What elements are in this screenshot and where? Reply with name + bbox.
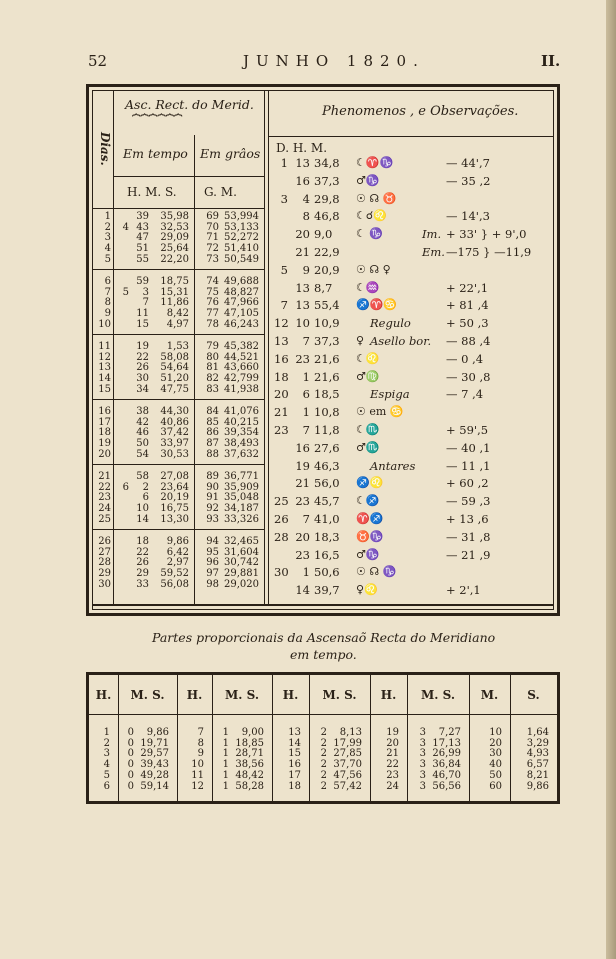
phenomenon-sym: ☉ ☊ ♉ bbox=[356, 191, 397, 205]
phenomenon-m: 34,8 bbox=[314, 156, 340, 170]
proportional-title-2: em tempo. bbox=[290, 647, 357, 662]
phenomenon-m: 18,3 bbox=[314, 529, 340, 544]
phenomenon-sym: ♈♐ bbox=[356, 512, 384, 525]
phenomenon-val: —175 } —11,9 bbox=[446, 245, 532, 259]
phenomenon-d: 20 bbox=[274, 387, 289, 402]
proportional-cells: 0 9,86 0 19,71 0 29,57 0 39,43 0 49,28 0 59,14 bbox=[127, 727, 169, 792]
phen-header-rule bbox=[269, 136, 554, 137]
asc-s-cells: 44,30 40,86 37,42 33,97 30,53 bbox=[160, 406, 189, 460]
phenomenon-h: 7 bbox=[302, 423, 310, 437]
dias-column-rule bbox=[113, 91, 114, 605]
phenomenon-h: 9 bbox=[302, 262, 310, 277]
phenomenon-m: 41,0 bbox=[314, 512, 340, 526]
phenomenon-d: 23 bbox=[274, 423, 289, 437]
phenomenon-note: Antares bbox=[370, 458, 416, 473]
asc-g-cells: 94 95 96 97 98 bbox=[206, 536, 219, 590]
phenomenon-val: + 13 ,6 bbox=[446, 512, 489, 526]
phenomenon-m: 18,5 bbox=[314, 387, 340, 402]
phenomenon-d: 7 bbox=[280, 298, 288, 313]
hms-header: H. M. S. bbox=[127, 185, 177, 199]
phenomenon-sym: ☾☌♌ bbox=[356, 209, 387, 223]
phenomenon-d: 18 bbox=[274, 369, 289, 384]
proportional-header: M. S. bbox=[130, 688, 165, 702]
phenomenon-h: 7 bbox=[302, 334, 310, 348]
gm-header: G. M. bbox=[204, 185, 237, 199]
dhm-header: D. H. M. bbox=[276, 141, 328, 155]
phenomenon-h: 21 bbox=[295, 476, 310, 491]
em-tempo-header: Em tempo bbox=[123, 146, 188, 161]
phenomenon-m: 37,3 bbox=[314, 334, 340, 348]
asc-s-cells: 27,08 23,64 20,19 16,75 13,30 bbox=[160, 471, 189, 525]
phenomenon-h: 1 bbox=[302, 405, 310, 420]
phenomenon-val: + 59',5 bbox=[446, 423, 489, 437]
proportional-cells: 3 7,27 3 17,13 3 26,99 3 36,84 3 46,70 3 56,56 bbox=[419, 727, 461, 792]
phenomenon-sym: ♀♌ bbox=[356, 583, 378, 597]
asc-g-cells: 79 80 81 82 83 bbox=[206, 341, 219, 395]
phenomenon-m: 56,0 bbox=[314, 476, 340, 491]
proportional-header: M. S. bbox=[420, 688, 456, 702]
phenomenon-sym: ☾♒ bbox=[356, 280, 380, 294]
phenomenon-sym: ☾♐ bbox=[356, 494, 380, 508]
phenomenon-sym: ☾♌ bbox=[356, 351, 380, 365]
phenomenon-note: Im. bbox=[422, 227, 442, 242]
phenomenon-note: Asello bor. bbox=[370, 334, 432, 348]
asc-gm-cells: 49,688 48,827 47,966 47,105 46,243 bbox=[224, 276, 259, 330]
phenomenon-d: 21 bbox=[274, 405, 289, 420]
proportional-header: H. bbox=[282, 688, 299, 702]
phenomenon-h: 23 bbox=[295, 494, 310, 509]
phenomenon-m: 10,9 bbox=[314, 316, 340, 331]
phenomenon-m: 55,4 bbox=[314, 298, 340, 313]
phenomenon-sym: ♂♏ bbox=[356, 440, 380, 454]
phenomenon-val: — 7 ,4 bbox=[446, 387, 484, 402]
phenomenon-sym: ☾♈♑ bbox=[356, 156, 394, 169]
proportional-header: M. bbox=[480, 688, 499, 702]
phenomenon-m: 8,7 bbox=[314, 280, 333, 295]
phenomenon-sym: ☾♏ bbox=[356, 423, 380, 436]
phenomenon-m: 50,6 bbox=[314, 565, 340, 580]
asc-dias-cells: 16 17 18 19 20 bbox=[98, 406, 111, 460]
phenomenon-m: 46,3 bbox=[314, 458, 340, 473]
phenomenon-val: — 44',7 bbox=[446, 156, 490, 170]
asc-s-cells: 9,86 6,42 2,97 59,52 56,08 bbox=[160, 536, 189, 590]
asc-gm-cells: 36,771 35,909 35,048 34,187 33,326 bbox=[224, 471, 259, 525]
proportional-header: M. S. bbox=[322, 688, 357, 702]
phenomenon-h: 23 bbox=[295, 547, 310, 562]
asc-h-cells: 5 bbox=[122, 286, 129, 298]
phenomenon-d: 5 bbox=[280, 262, 288, 277]
phenomenon-h: 19 bbox=[295, 458, 310, 473]
phenomenon-m: 27,6 bbox=[314, 440, 340, 455]
asc-dias-cells: 21 22 23 24 25 bbox=[98, 471, 111, 525]
phenomenon-sym: ☉ ☊ ♑ bbox=[356, 565, 397, 579]
phenomenon-m: 16,5 bbox=[314, 547, 340, 562]
phenomenon-val: + 33' } + 9',0 bbox=[446, 227, 527, 242]
phenomenon-sym: ☾ ♑ bbox=[356, 227, 384, 241]
asc-dias-cells: 11 12 13 14 15 bbox=[98, 341, 111, 395]
asc-h-cells: 6 bbox=[122, 481, 129, 493]
proportional-header: H. bbox=[186, 688, 203, 702]
header-rule bbox=[93, 208, 264, 209]
phenomenon-val: + 81 ,4 bbox=[446, 298, 489, 313]
phenomenon-d: 28 bbox=[274, 529, 289, 544]
phenomenon-h: 1 bbox=[302, 369, 310, 384]
phenomenon-m: 37,3 bbox=[314, 173, 340, 188]
phenomenon-val: — 11 ,1 bbox=[446, 458, 491, 473]
asc-phen-rule bbox=[264, 91, 265, 605]
phenomenon-val: — 40 ,1 bbox=[446, 440, 491, 455]
proportional-cells: 1 2 3 4 5 6 bbox=[103, 727, 110, 792]
phenomenon-d: 12 bbox=[274, 316, 289, 331]
proportional-cells: 2 8,13 2 17,99 2 27,85 2 37,70 2 47,56 2 57,42 bbox=[320, 727, 362, 792]
asc-g-cells: 74 75 76 77 78 bbox=[206, 276, 219, 330]
phenomenon-d: 25 bbox=[274, 494, 289, 509]
running-title: JUNHO 1820. bbox=[243, 52, 425, 70]
phenomenon-sym: ☉ em ♋ bbox=[356, 405, 404, 419]
phenomenon-m: 11,8 bbox=[314, 423, 340, 437]
asc-gm-cells: 41,076 40,215 39,354 38,493 37,632 bbox=[224, 406, 259, 460]
asc-g-cells: 69 70 71 72 73 bbox=[206, 211, 219, 265]
phenomenon-val: — 31 ,8 bbox=[446, 529, 491, 544]
proportional-header: H. bbox=[95, 688, 112, 702]
asc-m-cells: 18 22 26 29 33 bbox=[136, 536, 149, 590]
asc-s-cells: 18,75 15,31 11,86 8,42 4,97 bbox=[160, 276, 189, 330]
asc-m-cells: 59 3 7 11 15 bbox=[136, 276, 149, 330]
phenomenon-d: 26 bbox=[274, 512, 289, 526]
asc-gm-cells: 32,465 31,604 30,742 29,881 29,020 bbox=[224, 536, 259, 590]
asc-dias-cells: 1 2 3 4 5 bbox=[104, 211, 111, 265]
phenomenon-m: 21,6 bbox=[314, 369, 340, 384]
asc-h-cells: 4 bbox=[122, 221, 129, 233]
block-rule bbox=[93, 399, 264, 400]
tempo-graos-rule bbox=[194, 135, 195, 605]
phenomenon-val: — 59 ,3 bbox=[446, 494, 491, 509]
phenomenon-sym: ♐♈♋ bbox=[356, 298, 398, 312]
asc-m-cells: 38 42 46 50 54 bbox=[136, 406, 149, 460]
phenomenon-val: — 30 ,8 bbox=[446, 369, 491, 384]
phenomenon-h: 14 bbox=[295, 583, 310, 598]
phenomenon-m: 22,9 bbox=[314, 245, 340, 259]
phenomenon-note: Regulo bbox=[370, 316, 411, 331]
phenomenon-m: 46,8 bbox=[314, 209, 340, 224]
phenomenon-row bbox=[274, 583, 554, 603]
dias-header: Dias. bbox=[98, 132, 112, 166]
phenomenon-val: + 50 ,3 bbox=[446, 316, 489, 331]
proportional-title: Partes proporcionais da Ascensaõ Recta do Meridiano bbox=[152, 630, 496, 645]
phenomena-title: Phenomenos , e Observações. bbox=[322, 104, 519, 119]
proportional-cells: 1,64 3,29 4,93 6,57 8,21 9,86 bbox=[526, 727, 549, 792]
block-rule bbox=[93, 464, 264, 465]
phenomenon-h: 7 bbox=[302, 512, 310, 526]
phenomenon-val: — 21 ,9 bbox=[446, 547, 491, 562]
asc-g-cells: 89 90 91 92 93 bbox=[206, 471, 219, 525]
phenomenon-h: 20 bbox=[295, 227, 310, 242]
phenomenon-val: — 0 ,4 bbox=[446, 351, 484, 366]
phenomenon-val: + 60 ,2 bbox=[446, 476, 489, 491]
phenomenon-d: 13 bbox=[274, 334, 289, 348]
phenomenon-val: — 88 ,4 bbox=[446, 334, 491, 348]
page-gutter bbox=[606, 0, 616, 959]
phenomenon-d: 30 bbox=[274, 565, 289, 580]
brace: ⏞⏞⏞⏞⏞⏞ bbox=[132, 114, 183, 130]
page-number: 52 bbox=[88, 52, 108, 70]
asc-dias-cells: 26 27 28 29 30 bbox=[98, 536, 111, 590]
table-bottom-rule bbox=[93, 604, 554, 606]
phenomenon-val: — 35 ,2 bbox=[446, 173, 491, 188]
em-graos-header: Em grâos bbox=[200, 146, 261, 161]
phenomenon-d: 3 bbox=[280, 191, 288, 206]
phenomenon-d: 1 bbox=[280, 156, 288, 170]
phenomenon-h: 6 bbox=[302, 387, 310, 402]
asc-g-cells: 84 85 86 87 88 bbox=[206, 406, 219, 460]
phenomenon-h: 13 bbox=[295, 280, 310, 295]
phenomenon-sym: ♂♑ bbox=[356, 547, 380, 561]
asc-rect-title: Asc. Rect. do Merid. bbox=[125, 97, 254, 112]
phenomenon-val: + 2',1 bbox=[446, 583, 481, 598]
phenomenon-h: 23 bbox=[295, 351, 310, 366]
phenomenon-val: — 14',3 bbox=[446, 209, 490, 224]
phenomenon-h: 13 bbox=[295, 156, 310, 170]
asc-m-cells: 19 22 26 30 34 bbox=[136, 341, 149, 395]
phenomenon-m: 39,7 bbox=[314, 583, 340, 598]
phenomenon-val: + 22',1 bbox=[446, 280, 489, 295]
phenomenon-h: 4 bbox=[302, 191, 310, 206]
proportional-cells: 7 8 9 10 11 12 bbox=[191, 727, 204, 792]
asc-phen-rule-2 bbox=[268, 91, 269, 605]
proportional-cells: 19 20 21 22 23 24 bbox=[386, 727, 399, 792]
block-rule bbox=[93, 334, 264, 335]
asc-m-cells: 58 2 6 10 14 bbox=[136, 471, 149, 525]
phenomenon-sym: ☉ ☊ ♀ bbox=[356, 262, 391, 276]
proportional-cells: 13 14 15 16 17 18 bbox=[288, 727, 301, 792]
phenomenon-sym: ♂♑ bbox=[356, 173, 380, 187]
phenomenon-h: 16 bbox=[295, 173, 310, 188]
proportional-header: M. S. bbox=[224, 688, 260, 702]
block-rule bbox=[93, 269, 264, 270]
asc-gm-cells: 53,994 53,133 52,272 51,410 50,549 bbox=[224, 211, 259, 265]
block-rule bbox=[93, 529, 264, 530]
phenomenon-sym: ♀ bbox=[356, 334, 365, 347]
section-number: II. bbox=[541, 52, 561, 70]
phenomenon-m: 10,8 bbox=[314, 405, 340, 420]
phenomenon-note: Espiga bbox=[370, 387, 410, 402]
proportional-header-rule bbox=[89, 714, 557, 715]
proportional-header: H. bbox=[380, 688, 397, 702]
phenomenon-m: 21,6 bbox=[314, 351, 340, 366]
proportional-header: S. bbox=[527, 688, 540, 702]
phenomenon-sym: ♐♌ bbox=[356, 476, 384, 490]
asc-s-cells: 1,53 58,08 54,64 51,20 47,75 bbox=[160, 341, 189, 395]
proportional-cells: 1 9,00 1 18,85 1 28,71 1 38,56 1 48,42 1 58,28 bbox=[222, 727, 264, 792]
phenomenon-h: 20 bbox=[295, 529, 310, 544]
phenomenon-sym: ♉♑ bbox=[356, 529, 384, 543]
phenomenon-h: 10 bbox=[295, 316, 310, 331]
phenomenon-h: 8 bbox=[302, 209, 310, 224]
asc-gm-cells: 45,382 44,521 43,660 42,799 41,938 bbox=[224, 341, 259, 395]
phenomenon-m: 45,7 bbox=[314, 494, 340, 509]
phenomenon-note: Em. bbox=[422, 245, 445, 259]
phenomenon-h: 21 bbox=[295, 245, 310, 259]
asc-dias-cells: 6 7 8 9 10 bbox=[98, 276, 111, 330]
phenomenon-sym: ♂♍ bbox=[356, 369, 380, 383]
phenomenon-m: 20,9 bbox=[314, 262, 340, 277]
phenomenon-m: 29,8 bbox=[314, 191, 340, 206]
subheader-rule bbox=[113, 176, 264, 177]
phenomenon-m: 9,0 bbox=[314, 227, 333, 242]
phenomenon-h: 16 bbox=[295, 440, 310, 455]
phenomenon-d: 16 bbox=[274, 351, 289, 366]
phenomenon-h: 1 bbox=[302, 565, 310, 580]
asc-m-cells: 39 43 47 51 55 bbox=[136, 211, 149, 265]
phenomenon-h: 13 bbox=[295, 298, 310, 313]
asc-s-cells: 35,98 32,53 29,09 25,64 22,20 bbox=[160, 211, 189, 265]
proportional-cells: 10 20 30 40 50 60 bbox=[489, 727, 502, 792]
